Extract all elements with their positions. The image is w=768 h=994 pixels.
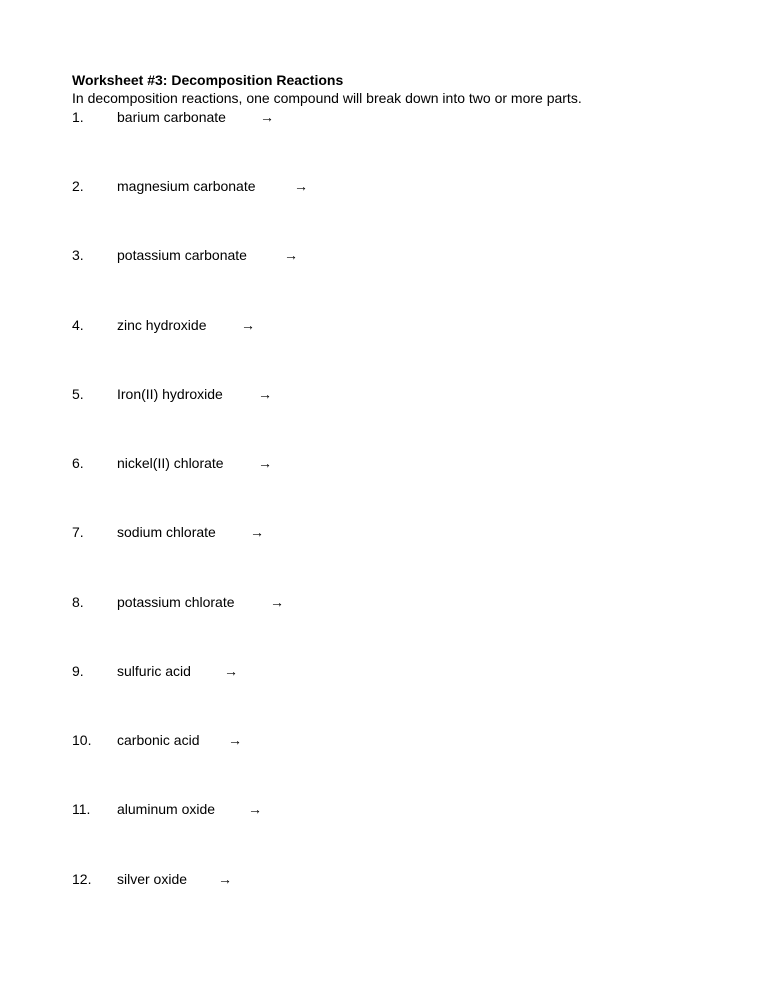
arrow-icon: → [248, 801, 262, 817]
item-number: 10. [72, 732, 92, 748]
arrow-icon: → [260, 109, 274, 125]
item-number: 1. [72, 109, 84, 125]
item-compound: sodium chlorate [117, 524, 216, 540]
item-number: 2. [72, 178, 84, 194]
arrow-icon: → [218, 871, 232, 887]
worksheet-title: Worksheet #3: Decomposition Reactions [72, 72, 344, 88]
item-compound: potassium chlorate [117, 594, 235, 610]
arrow-icon: → [224, 663, 238, 679]
item-number: 7. [72, 524, 84, 540]
item-number: 4. [72, 317, 84, 333]
item-compound: silver oxide [117, 871, 188, 887]
item-compound: nickel(II) chlorate [117, 455, 224, 471]
item-number: 8. [72, 594, 84, 610]
arrow-icon: → [228, 732, 242, 748]
arrow-icon: → [250, 524, 264, 540]
item-number: 6. [72, 455, 84, 471]
worksheet-intro: In decomposition reactions, one compound will break down into two or more parts. [72, 90, 582, 106]
item-compound: potassium carbonate [117, 247, 247, 263]
arrow-icon: → [294, 178, 308, 194]
arrow-icon: → [241, 317, 255, 333]
arrow-icon: → [258, 455, 272, 471]
item-compound: sulfuric acid [117, 663, 191, 679]
item-number: 9. [72, 663, 84, 679]
item-compound: aluminum oxide [117, 801, 216, 817]
item-number: 3. [72, 247, 84, 263]
arrow-icon: → [258, 386, 272, 402]
item-compound: magnesium carbonate [117, 178, 256, 194]
item-number: 5. [72, 386, 84, 402]
item-compound: zinc hydroxide [117, 317, 207, 333]
item-compound: carbonic acid [117, 732, 200, 748]
arrow-icon: → [270, 594, 284, 610]
item-number: 11. [72, 801, 91, 817]
item-compound: Iron(II) hydroxide [117, 386, 223, 402]
item-number: 12. [72, 871, 92, 887]
item-compound: barium carbonate [117, 109, 226, 125]
arrow-icon: → [284, 247, 298, 263]
